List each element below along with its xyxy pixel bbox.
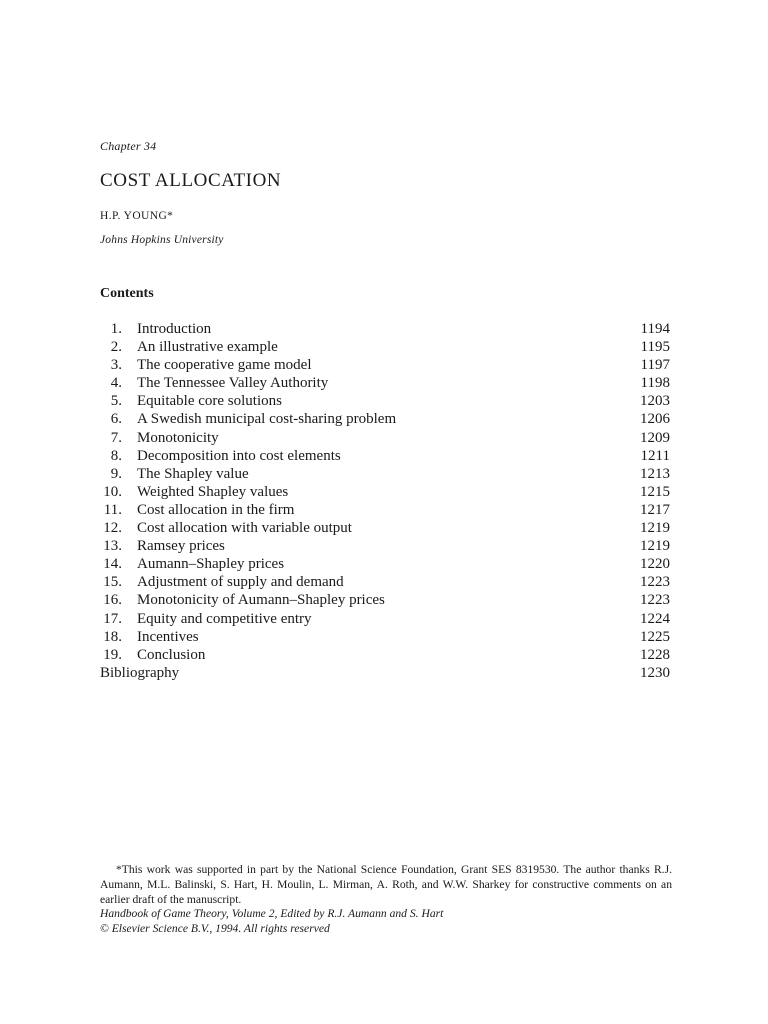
toc-entry-title: Equitable core solutions [137, 393, 282, 410]
toc-entry [100, 338, 670, 356]
toc-entry-title: Introduction [137, 321, 212, 337]
toc-entry [100, 483, 670, 501]
toc-entry-title: Monotonicity [137, 429, 219, 446]
toc-entry-title: The Tennessee Valley Authority [137, 375, 329, 392]
toc-entry [100, 610, 670, 628]
toc-entry-page: 1228 [640, 646, 670, 663]
toc-entry [100, 447, 670, 465]
toc-entry-number: 16. [103, 592, 122, 609]
toc-entry-page: 1224 [640, 610, 670, 627]
source-citation [100, 907, 443, 936]
toc-entry [100, 646, 670, 664]
toc-entry [100, 410, 670, 428]
acknowledgement-footnote: *This work was supported in part by the National Science Foundation, Grant SES 8319530. The author thanks R.J. Aumann, M.L. Balinski, S. Hart, H. Moulin, L. Mirman, A. Roth, and W.W. Sharkey for constructive comments on an earlier draft of the manuscript. [100, 862, 672, 906]
toc-entry-page: 1211 [640, 447, 670, 464]
toc-entry-bibliography [100, 664, 670, 682]
toc-entry [100, 356, 670, 374]
toc-entry-page: 1220 [640, 556, 670, 573]
toc-entry-page: 1203 [640, 393, 670, 410]
toc-entry-number: 11. [103, 501, 122, 518]
toc-entry-page: 1230 [640, 664, 670, 681]
toc-entry-title: Cost allocation with variable output [137, 520, 352, 537]
toc-entry [100, 591, 670, 609]
toc-entry-number: 4. [110, 375, 122, 392]
toc-entry-title: An illustrative example [137, 339, 278, 356]
toc-entry-page: 1225 [640, 628, 670, 645]
toc-entry-page: 1215 [640, 483, 670, 500]
toc-entry-page: 1217 [640, 501, 670, 518]
toc-entry-page: 1197 [640, 357, 670, 374]
toc-entry-title: Incentives [137, 628, 199, 645]
toc-entry-page: 1223 [640, 592, 670, 609]
toc-entry-number: 12. [103, 520, 122, 537]
toc-entry-number: 10. [103, 483, 122, 500]
source-line: Handbook of Game Theory, Volume 2, Edited by R.J. Aumann and S. Hart [100, 907, 444, 920]
toc-entry-number: 18. [103, 628, 122, 645]
toc-entry-title: Equity and competitive entry [137, 610, 312, 627]
toc-entry-title: Cost allocation in the firm [137, 501, 295, 518]
toc-entry [100, 320, 670, 338]
toc-entry-number: 6. [110, 411, 122, 428]
toc-entry [100, 628, 670, 646]
toc-entry-title: Bibliography [100, 664, 180, 681]
toc-entry-title: Adjustment of supply and demand [137, 574, 344, 591]
toc-entry-title: Decomposition into cost elements [137, 447, 341, 464]
toc-entry-page: 1219 [640, 538, 670, 555]
toc-entry [100, 501, 670, 519]
toc-entry-title: The Shapley value [137, 465, 249, 482]
toc-entry-number: 19. [103, 646, 122, 663]
contents-heading: Contents [100, 286, 154, 301]
toc-entry-page: 1198 [640, 375, 670, 392]
toc-entry-number: 7. [110, 429, 122, 446]
toc-entry-page: 1195 [640, 339, 670, 356]
author-name: H.P. YOUNG* [100, 210, 174, 222]
table-of-contents [100, 320, 670, 682]
toc-entry-page: 1209 [640, 429, 670, 446]
toc-entry [100, 429, 670, 447]
toc-entry [100, 392, 670, 410]
toc-entry-title: A Swedish municipal cost-sharing problem [137, 411, 397, 428]
author-affiliation: Johns Hopkins University [100, 234, 224, 246]
toc-entry-title: Ramsey prices [137, 538, 225, 555]
toc-entry-page: 1213 [640, 465, 670, 482]
toc-entry [100, 519, 670, 537]
chapter-title: COST ALLOCATION [100, 170, 282, 191]
toc-entry-page: 1219 [640, 520, 670, 537]
toc-entry-title: Aumann–Shapley prices [137, 556, 285, 573]
toc-entry-number: 2. [110, 339, 122, 356]
toc-entry-title: Weighted Shapley values [137, 483, 289, 500]
toc-entry-title: The cooperative game model [137, 357, 312, 374]
toc-entry-number: 9. [110, 465, 122, 482]
toc-entry-number: 13. [103, 538, 122, 555]
toc-entry-number: 1. [110, 321, 122, 337]
toc-entry [100, 465, 670, 483]
copyright-line: © Elsevier Science B.V., 1994. All rights reserved [100, 921, 330, 935]
chapter-label: Chapter 34 [100, 139, 157, 153]
toc-entry-number: 15. [103, 574, 122, 591]
toc-entry [100, 537, 670, 555]
toc-entry-number: 14. [103, 556, 122, 573]
toc-entry-title: Monotonicity of Aumann–Shapley prices [137, 592, 385, 609]
toc-entry [100, 573, 670, 591]
toc-entry-title: Conclusion [137, 646, 206, 663]
toc-entry-page: 1194 [640, 321, 670, 337]
toc-entry-page: 1206 [640, 411, 670, 428]
toc-entry-number: 8. [110, 447, 122, 464]
toc-entry-number: 5. [110, 393, 122, 410]
toc-entry [100, 555, 670, 573]
toc-entry-number: 17. [103, 610, 122, 627]
toc-entry-page: 1223 [640, 574, 670, 591]
toc-entry [100, 374, 670, 392]
toc-entry-number: 3. [110, 357, 122, 374]
